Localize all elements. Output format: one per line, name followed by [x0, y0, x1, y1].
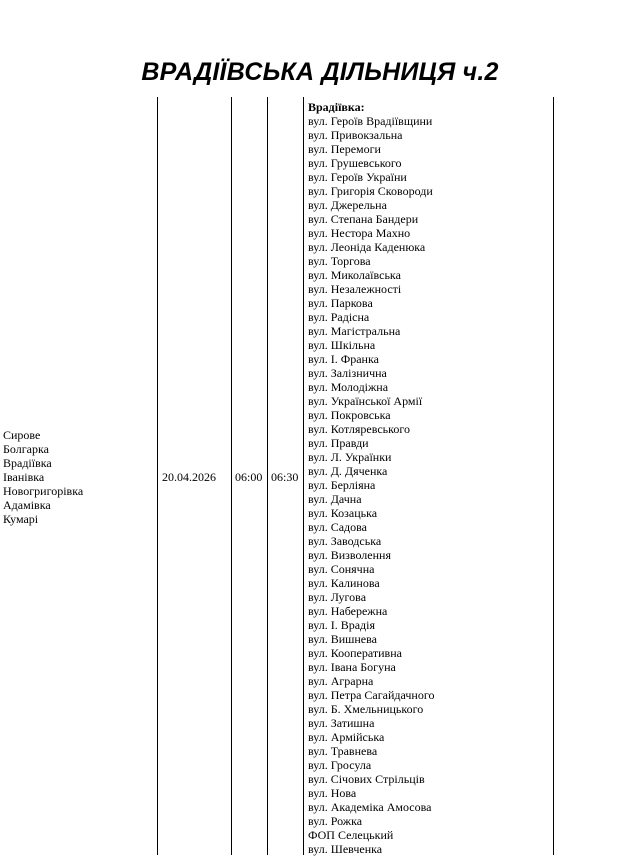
street-item: вул. Миколаївська [308, 268, 401, 282]
street-item: вул. Степана Бандери [308, 212, 419, 226]
street-item: вул. Покровська [308, 408, 391, 422]
street-item: вул. Української Армії [308, 394, 423, 408]
street-item: вул. Привокзальна [308, 128, 403, 142]
streets-heading: Врадіївка: [308, 100, 365, 114]
street-item: вул. І. Франка [308, 352, 379, 366]
street-item: вул. Радісна [308, 310, 370, 324]
street-item: вул. Шевченка [308, 842, 383, 856]
villages-cell [3, 428, 83, 526]
street-item: вул. Шкільна [308, 338, 376, 352]
village-item: Сирове [3, 428, 41, 442]
village-item: Болгарка [3, 442, 49, 456]
time-end-cell: 06:30 [271, 470, 299, 484]
street-item: вул. Залізнична [308, 366, 387, 380]
street-item: вул. Джерельна [308, 198, 387, 212]
street-item: вул. Армійська [308, 730, 385, 744]
street-item: вул. Козацька [308, 506, 378, 520]
street-item: вул. Правди [308, 436, 369, 450]
street-item: вул. Торгова [308, 254, 371, 268]
street-item: ФОП Селецький [308, 828, 394, 842]
time-start-cell: 06:00 [235, 470, 263, 484]
street-item: вул. Аграрна [308, 674, 374, 688]
street-item: вул. Набережна [308, 604, 388, 618]
street-item: вул. Дачна [308, 492, 362, 506]
street-item: вул. Калинова [308, 576, 380, 590]
column-divider [303, 97, 304, 855]
street-item: вул. Кооперативна [308, 646, 402, 660]
street-item: вул. Котляревського [308, 422, 410, 436]
street-item: вул. Садова [308, 520, 367, 534]
street-item: вул. Петра Сагайдачного [308, 688, 435, 702]
street-item: вул. Визволення [308, 548, 391, 562]
street-item: вул. Затишна [308, 716, 375, 730]
column-divider [267, 97, 268, 855]
street-item: вул. Рожка [308, 814, 363, 828]
street-item: вул. Героїв України [308, 170, 407, 184]
street-item: вул. Заводська [308, 534, 382, 548]
street-item: вул. Академіка Амосова [308, 800, 432, 814]
street-item: вул. Сонячна [308, 562, 375, 576]
street-item: вул. Гросула [308, 758, 372, 772]
street-item: вул. Магістральна [308, 324, 401, 338]
village-item: Іванівка [3, 470, 45, 484]
street-item: вул. І. Врадія [308, 618, 376, 632]
street-item: вул. Нова [308, 786, 357, 800]
village-item: Кумарі [3, 512, 39, 526]
column-divider [157, 97, 158, 855]
street-item: вул. Травнева [308, 744, 378, 758]
street-item: вул. Січових Стрільців [308, 772, 425, 786]
street-item: вул. Героїв Врадіївщини [308, 114, 433, 128]
street-item: вул. Григорія Сковороди [308, 184, 433, 198]
street-item: вул. Нестора Махно [308, 226, 411, 240]
street-item: вул. Івана Богуна [308, 660, 396, 674]
street-item: вул. Берліяна [308, 478, 376, 492]
street-item: вул. Молодіжна [308, 380, 389, 394]
street-item: вул. Незалежності [308, 282, 402, 296]
street-item: вул. Вишнева [308, 632, 377, 646]
street-item: вул. Леоніда Каденюка [308, 240, 426, 254]
date-cell: 20.04.2026 [162, 470, 216, 484]
street-item: вул. Д. Дяченка [308, 464, 388, 478]
village-item: Новогригорівка [3, 484, 84, 498]
street-item: вул. Л. Українки [308, 450, 392, 464]
page-title: ВРАДІЇВСЬКА ДІЛЬНИЦЯ ч.2 [141, 58, 499, 86]
column-divider [553, 97, 554, 855]
street-item: вул. Грушевського [308, 156, 402, 170]
column-divider [231, 97, 232, 855]
street-item: вул. Лугова [308, 590, 367, 604]
street-item: вул. Паркова [308, 296, 373, 310]
street-item: вул. Перемоги [308, 142, 381, 156]
village-item: Врадіївка [3, 456, 52, 470]
village-item: Адамівка [3, 498, 51, 512]
street-item: вул. Б. Хмельницького [308, 702, 424, 716]
streets-cell [308, 100, 434, 856]
